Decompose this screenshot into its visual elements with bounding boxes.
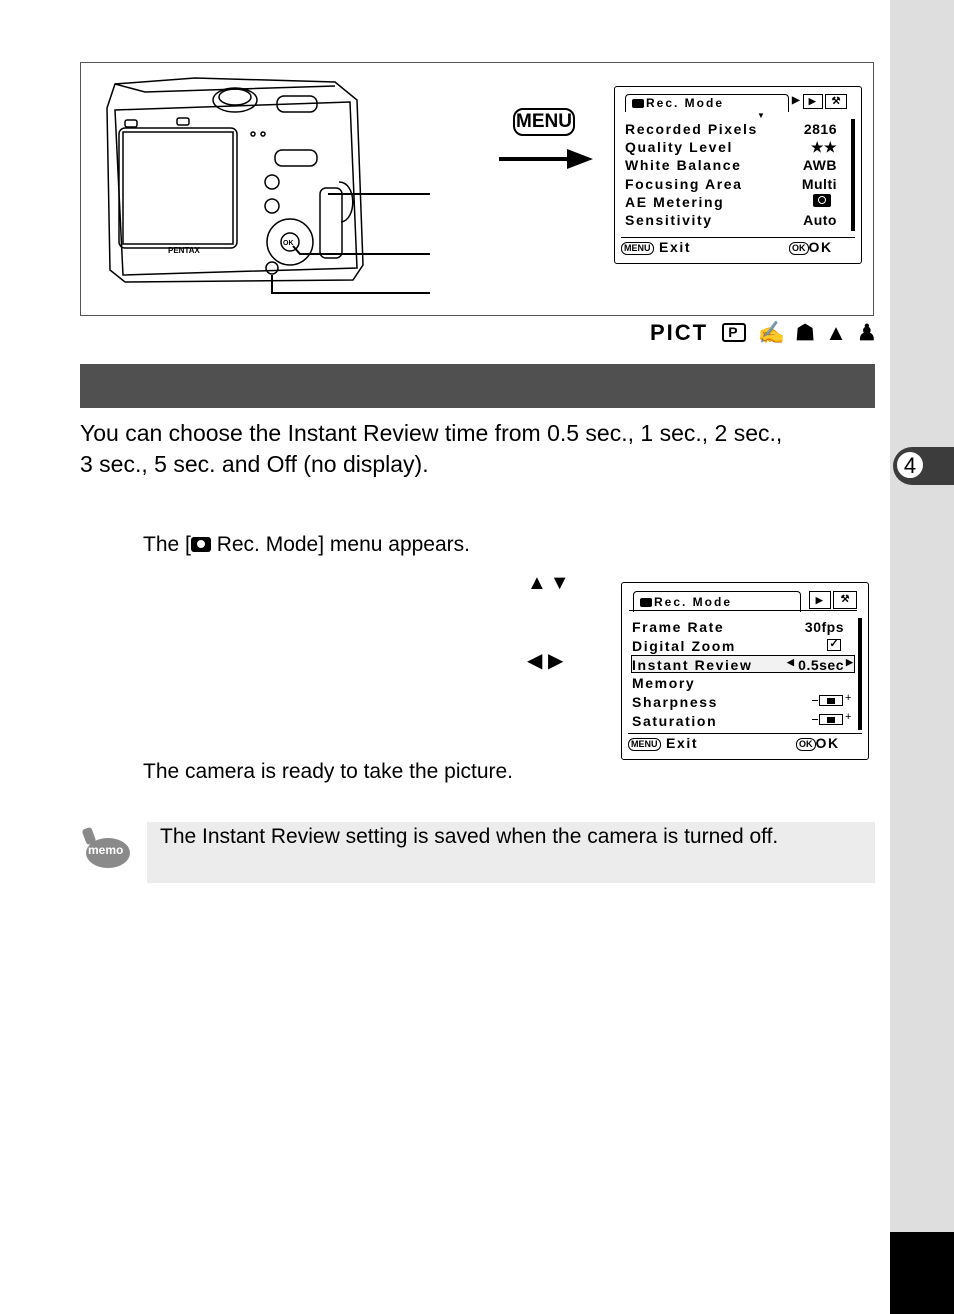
portrait-night-icon: ☗ [795,320,817,345]
playback-tab-icon: ▶ [803,94,823,109]
menu-item-label: Instant Review [632,656,753,673]
exit-label: Exit [666,735,699,751]
section-heading-bar [80,364,875,408]
rec-mode-menu-screen-1 [614,86,862,264]
menu-item-label: AE Metering [625,193,725,210]
menu-button-icon [513,108,575,136]
menu-item-label: Recorded Pixels [625,121,758,137]
metering-icon [813,194,831,207]
menu-item-value: Multi [801,175,837,192]
tab-rec-mode [633,591,801,612]
memo-icon-label: memo [88,843,124,857]
divider [621,237,855,238]
saturation-slider-icon: + [812,713,852,727]
menu-item-label: Digital Zoom [632,637,736,654]
memo-text: The Instant Review setting is saved when the camera is turned off. [160,825,779,848]
menu-item-label: Memory [632,675,696,692]
mode-icons [650,320,879,346]
menu-item-label: White Balance [625,157,742,174]
menu-item-label: Focusing Area [625,175,743,192]
memo-box [147,822,875,883]
program-mode-icon [722,323,745,342]
intro-line-1: You can choose the Instant Review time from 0.5 sec., 1 sec., 2 sec., [80,420,783,446]
camera-icon [640,598,652,607]
menu-item-value: AWB [802,157,837,174]
exit-label: Exit [659,239,692,255]
playback-tab-icon: ▶ [809,591,831,609]
step1-desc-post: Rec. Mode] menu appears. [210,533,470,556]
right-arrow-icon: ▶ [846,657,855,667]
menu-item-label: Saturation [632,713,718,729]
program-mode-label: P [728,324,740,340]
step-result-text: The camera is ready to take the picture. [143,760,514,783]
tab-underline [629,610,857,611]
camera-icon [191,537,211,552]
intro-line-2: 3 sec., 5 sec. and Off (no display). [80,451,429,477]
intro-paragraph [80,418,880,480]
tab-rec-mode [625,94,789,112]
setup-tab-icon: ⚒ [833,591,857,609]
portrait-icon: ♟ [857,320,879,345]
menu-item-label: Sensitivity [625,212,713,228]
setup-tab-icon: ⚒ [825,94,847,109]
menu-button-label: MENU [516,111,572,132]
tab-label: Rec. Mode [654,595,733,609]
menu-item-value: Auto [803,212,837,228]
step1-description [143,533,470,557]
memo-icon [82,828,132,872]
menu-btn-icon: MENU [621,242,654,255]
camera-illustration [95,70,440,300]
menu-item-label: Frame Rate [632,619,725,635]
chapter-number: 4 [895,450,925,480]
scrollbar [858,618,862,730]
up-down-arrows-icon: ▲▼ [527,572,573,594]
step1-desc-pre: The [ [143,533,191,556]
right-arrow-icon [497,147,597,173]
left-right-arrows-icon: ◀ ▶ [527,650,564,672]
menu-item-label: Sharpness [632,694,718,711]
divider [628,733,862,734]
menu-item-value: 30fps [804,619,844,635]
menu-btn-icon: MENU [628,738,661,751]
tab-label: Rec. Mode [646,96,725,110]
ok-label: OK [815,735,840,751]
ok-label: OK [808,239,833,255]
menu-item-value: 2816 [803,121,837,137]
page-corner-block [890,1232,954,1314]
ok-btn-icon: OK [789,242,809,255]
night-scene-icon: ✍ [757,320,788,345]
left-arrow-icon: ◀ [787,657,796,667]
scrollbar [851,119,855,231]
ok-btn-icon: OK [796,738,816,751]
chapter-sidebar [890,0,954,1314]
menu-item-value: 0.5sec [798,656,844,673]
tab-arrow-icon: ▶ [792,95,802,106]
checkbox-checked-icon: ✓ [827,639,841,651]
sharpness-slider-icon: + [812,694,852,708]
rec-mode-menu-screen-2 [621,582,869,760]
menu-item-value: ★★ [810,139,837,156]
down-indicator-icon: ▼ [757,111,767,120]
camera-ok-label: OK [283,240,294,247]
landscape-icon: ▲ [825,320,849,345]
camera-brand: PENTAX [168,246,200,255]
camera-icon [632,99,644,108]
menu-item-label: Quality Level [625,139,733,156]
pict-mode-icon: PICT [650,320,709,345]
